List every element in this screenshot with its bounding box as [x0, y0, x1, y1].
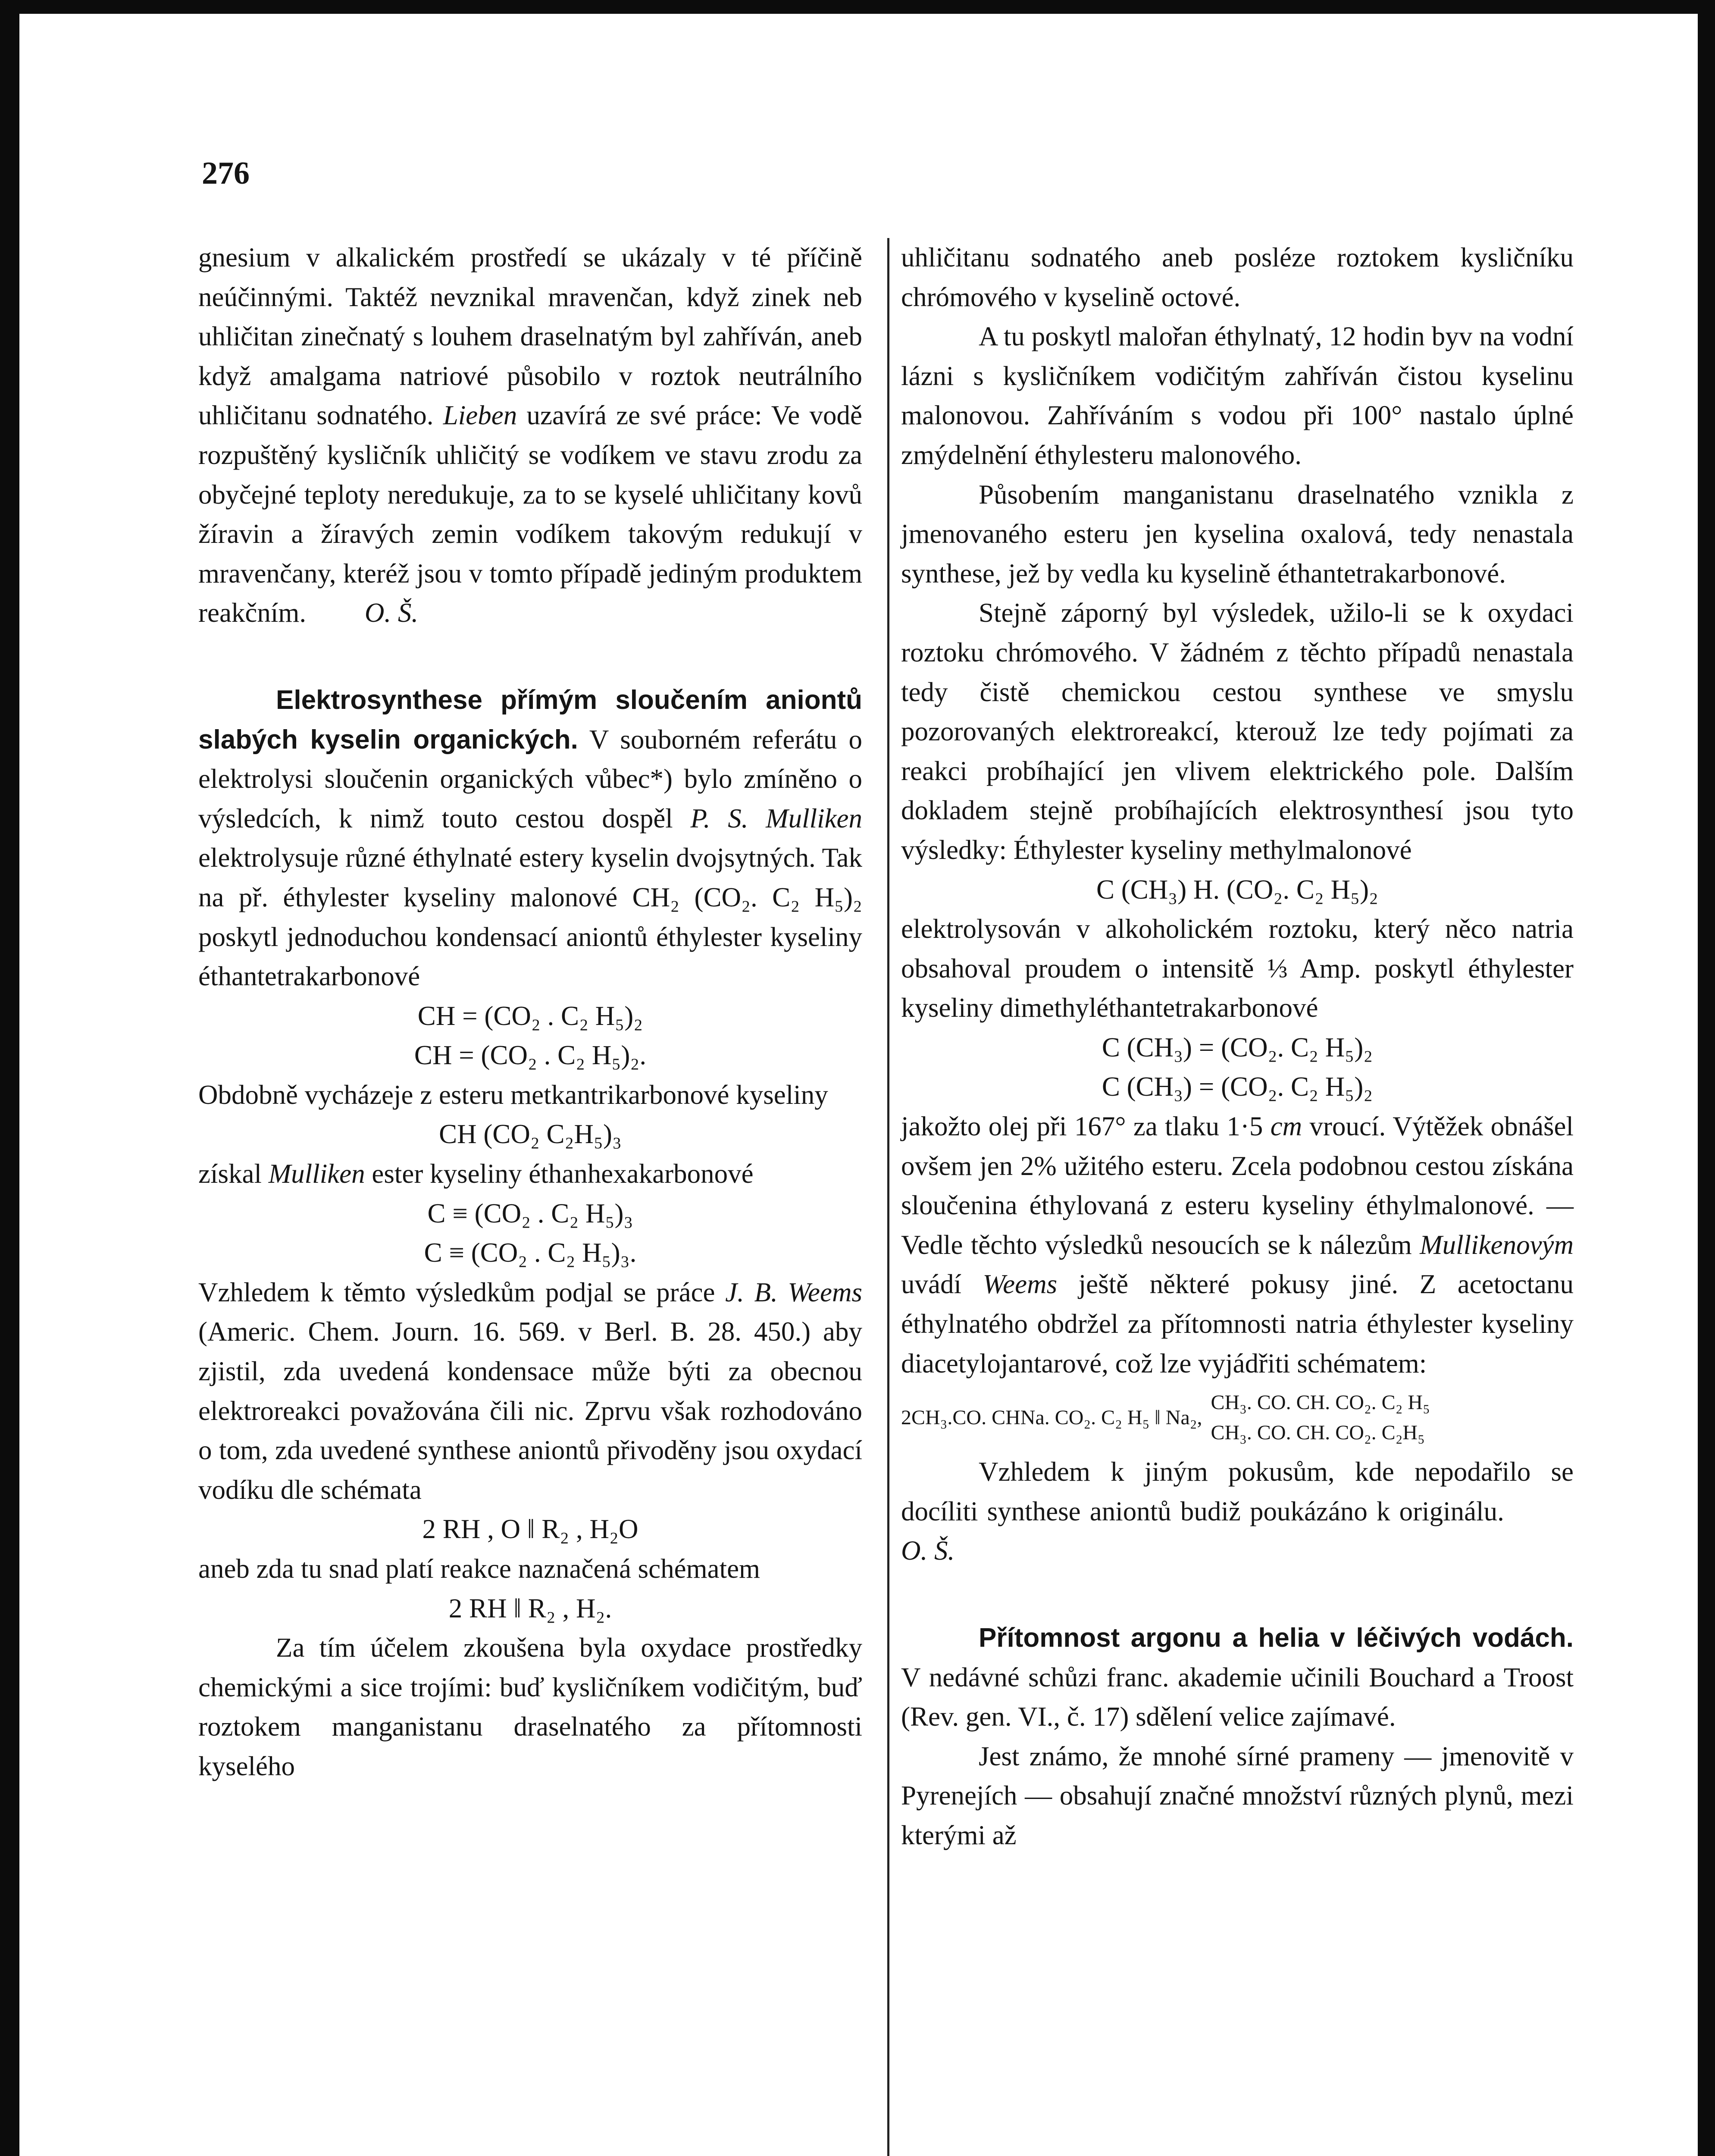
author-name: Lieben: [443, 400, 517, 431]
formula-r2b: C (CH₃) = (CO₂. C₂ H₅)₂: [1102, 1072, 1373, 1102]
right-paragraph-2: A tu poskytl malořan éthylnatý, 12 hodin byv na vodní lázni s kysličníkem vodičitým zahříván čistou kyselinu malonovou. Zahříváním s vodou při 100° nastalo úplné zmýdelnění éthylesteru malonového.: [901, 321, 1574, 470]
right-paragraph-4: Stejně záporný byl výsledek, užilo-li se k oxydaci roztoku chrómového. V žádném z těchto případů nenastala tedy čistě chemickou cestou synthese ve smyslu pozorovaných elektroreakcí, kterouž lze tedy pojímati za reakci probíhající jen vlivem elektrického pole. Dalším dokladem stejně probíhajících elektrosynthesí jsou tyto výsledky: Éthylester kyseliny methylmalonové: [901, 598, 1574, 865]
left-paragraph-3: Obdobně vycházeje z esteru metkantrikarbonové kyseliny: [198, 1079, 828, 1110]
section-heading-argon: Přítomnost argonu a helia v léčivých vodách.: [979, 1623, 1574, 1653]
formula-1a: CH = (CO₂ . C₂ H₅)₂: [417, 1000, 643, 1031]
scheme-left: 2CH₃.CO. CHNa. CO₂. C₂ H₅ ‖ Na₂,: [901, 1406, 1202, 1429]
page-number: 276: [202, 156, 250, 191]
scheme-formula: [901, 1388, 1574, 1448]
scheme-bottom: CH₃. CO. CH. CO₂. C₂H₅: [1211, 1421, 1425, 1445]
right-paragraph-5: elektrolysován v alkoholickém roztoku, který něco natria obsahoval proudem o intensitě ⅓ Amp. poskytl éthylester kyseliny dimethyléthantetrakarbonové: [901, 914, 1574, 1023]
formula-r2a: C (CH₃) = (CO₂. C₂ H₅)₂: [1102, 1032, 1373, 1062]
author-name: Mulliken: [268, 1159, 365, 1189]
right-paragraph-8: Přítomnost argonu a helia v léčivých vodách. V nedávné schůzi franc. akademie učinili Bouchard a Troost (Rev. gen. VI., č. 17) sdělení velice zajímavé.: [901, 1623, 1574, 1732]
formula-3b: C ≡ (CO₂ . C₂ H₅)₃.: [424, 1238, 637, 1268]
formula-4: 2 RH , O ‖ R₂ , H₂O: [422, 1514, 638, 1545]
right-paragraph-7: Vzhledem k jiným pokusům, kde nepodařilo se docíliti synthese aniontů budiž poukázáno k originálu. O. Š.: [901, 1457, 1574, 1566]
formula-2: CH (CO₂ C₂H₅)₃: [439, 1119, 622, 1150]
author-name: J. B. Weems: [725, 1277, 862, 1307]
right-paragraph-9: Jest známo, že mnohé sírné prameny — jmenovitě v Pyrenejích — obsahují značné množství různých plynů, mezi kterými až: [901, 1741, 1574, 1850]
author-name: Weems: [983, 1269, 1058, 1300]
formula-1b: CH = (CO₂ . C₂ H₅)₂.: [414, 1040, 647, 1071]
right-column: [901, 238, 1574, 1855]
formula-5: 2 RH ‖ R₂ , H₂.: [448, 1593, 612, 1623]
formula-r1: C (CH₃) H. (CO₂. C₂ H₅)₂: [1096, 874, 1379, 905]
formula-3a: C ≡ (CO₂ . C₂ H₅)₃: [427, 1198, 633, 1228]
signature: O. Š.: [901, 1536, 955, 1566]
left-paragraph-4: získal Mulliken ester kyseliny éthanhexakarbonové: [198, 1159, 754, 1189]
scan-border-left: [0, 0, 19, 2156]
signature: O. Š.: [364, 598, 419, 628]
left-paragraph-7: Za tím účelem zkoušena byla oxydace prostředky chemickými a sice trojími: buď kysličníkem vodičitým, buď roztokem manganistanu draselnatého za přítomnosti kyselého: [198, 1633, 862, 1781]
right-paragraph-1: uhličitanu sodnatého aneb posléze roztokem kysličníku chrómového v kyselině octové.: [901, 242, 1574, 312]
right-paragraph-3: Působením manganistanu draselnatého vznikla z jmenovaného esteru jen kyselina oxalová, tedy nenastala synthese, jež by vedla ku kyselině éthantetrakarbonové.: [901, 479, 1574, 589]
scan-border-right: [1698, 0, 1715, 2156]
left-column: [198, 238, 862, 1786]
column-divider: [887, 238, 889, 2156]
left-paragraph-1: gnesium v alkalickém prostředí se ukázaly v té příčině neúčinnými. Taktéž nevznikal mravenčan, když zinek neb uhličitan zinečnatý s louhem draselnatým byl zahříván, aneb když amalgama natriové působilo v roztok neutrálního uhličitanu sodnatého. Lieben uzavírá ze své práce: Ve vodě rozpuštěný kysličník uhličitý se vodíkem ve stavu zrodu za obyčejné teploty neredukuje, za to se kyselé uhličitany kovů žíravin a žíravých zemin vodíkem takovým redukují v mravenčany, kteréž jsou v tomto případě jediným produktem reakčním. O. Š.: [198, 242, 863, 628]
right-paragraph-6: jakožto olej při 167° za tlaku 1·5 cm vroucí. Výtěžek obnášel ovšem jen 2% užitého esteru. Zcela podobnou cestou získána sloučenina éthylovaná z esteru kyseliny éthylmalonové. — Vedle těchto výsledků nesoucích se k nálezům Mullikenovým uvádí Weems ještě některé pokusy jiné. Z acetoctanu éthylnatého obdržel za přítomnosti natria éthylester kyseliny diacetylojantarové, což lze vyjádřiti schématem:: [901, 1111, 1574, 1379]
scan-border-top: [0, 0, 1715, 14]
left-paragraph-5: Vzhledem k těmto výsledkům podjal se práce J. B. Weems (Americ. Chem. Journ. 16. 569. v Berl. B. 28. 450.) aby zjistil, zda uvedená kondensace může býti za obecnou elektroreakci považována čili nic. Zprvu však rozhodováno o tom, zda uvedené synthese aniontů přivoděny jsou oxydací vodíku dle schémata: [198, 1277, 862, 1505]
scheme-top: CH₃. CO. CH. CO₂. C₂ H₅: [1211, 1391, 1430, 1414]
author-name: P. S. Mulliken: [690, 803, 862, 834]
left-paragraph-2: Elektrosynthese přímým sloučením aniontů slabých kyselin organických. V souborném referátu o elektrolysi sloučenin organických vůbec*) bylo zmíněno o výsledcích, k nimž touto cestou dospěl P. S. Mulliken elektrolysuje různé éthylnaté estery kyselin dvojsytných. Tak na př. éthylester kyseliny malonové CH₂ (CO₂. C₂ H₅)₂ poskytl jednoduchou kondensací aniontů éthylester kyseliny éthantetrakarbonové: [198, 685, 862, 992]
section-heading-electrosynthesis: Elektrosynthese přímým sloučením aniontů slabých kyselin organických.: [198, 685, 862, 755]
left-paragraph-6: aneb zda tu snad platí reakce naznačená schématem: [198, 1554, 760, 1584]
author-name: Mullikenovým: [1420, 1229, 1574, 1260]
